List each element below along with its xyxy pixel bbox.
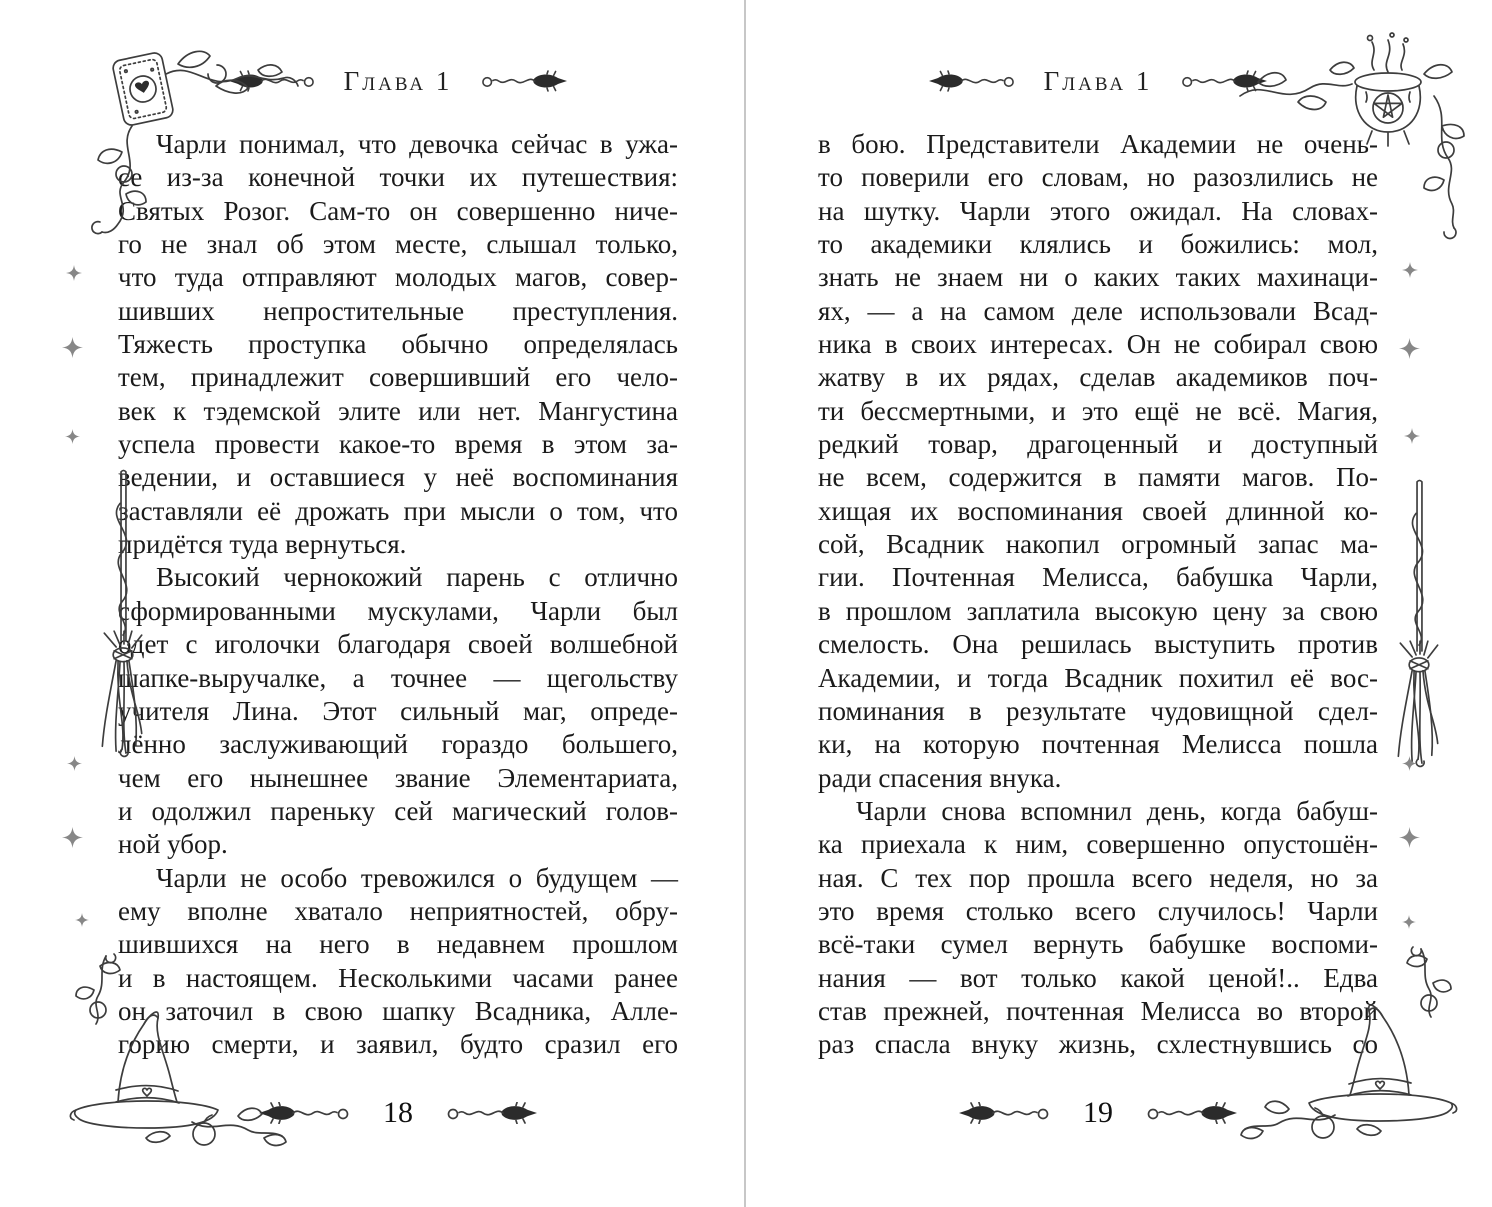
- broom-flourish-icon: [929, 70, 1024, 92]
- text-line: то поверили его словам, но разозлились не: [818, 162, 1378, 193]
- chapter-title: Глава 1: [343, 65, 453, 96]
- text-line: жатву в их рядах, сделав академиков поч-: [818, 362, 1378, 393]
- text-line: ка приехала к ним, совершенно опустошён-: [818, 829, 1378, 860]
- text-line: ведении, и оставшиеся у неё воспоминания: [118, 462, 678, 493]
- text-line: то академики клялись и божились: мол,: [818, 229, 1378, 260]
- broom-icon: [92, 466, 154, 761]
- text-line: ной убор.: [118, 829, 228, 860]
- text-line: сой, Всадник накопил огромный запас ма-: [818, 529, 1378, 560]
- four-point-sparkle-icon: [67, 756, 82, 771]
- four-point-sparkle-icon: [1402, 756, 1417, 771]
- text-line: лённо заслуживающий гораздо большего,: [118, 729, 678, 760]
- text-line: смелость. Она решилась выступить против: [818, 629, 1378, 660]
- text-line: ему вполне хватало неприятностей, обру-: [118, 895, 678, 926]
- four-point-sparkle-icon: [65, 429, 80, 444]
- text-line: Чарли не особо тревожился о будущем —: [156, 862, 678, 893]
- page-divider: [744, 0, 746, 1207]
- text-line: раз спасла внуку жизнь, схлестнувшись со: [818, 1029, 1378, 1060]
- text-line: гии. Почтенная Мелисса, бабушка Чарли,: [818, 562, 1378, 593]
- text-line: го не знал об этом месте, слышал только,: [118, 229, 678, 260]
- text-line: придётся туда вернуться.: [118, 529, 407, 560]
- witch-hat-vine-icon: [1235, 945, 1485, 1155]
- four-point-sparkle-icon: [62, 827, 83, 848]
- text-line: се из-за конечной точки их путешествия:: [118, 162, 678, 193]
- text-line: он заточил в свою шапку Всадника, Алле-: [118, 995, 678, 1026]
- text-line: не всем, содержится в памяти магов. По-: [818, 462, 1378, 493]
- spellbook-vine-icon: [48, 34, 303, 244]
- page-text-column: [118, 128, 678, 1062]
- text-line: на шутку. Чарли этого ожидал. На словах-: [818, 195, 1378, 226]
- text-line: ная. С тех пор прошла всего неделя, но за: [818, 862, 1378, 893]
- broom-flourish-icon: [1137, 1102, 1237, 1124]
- four-point-sparkle-icon: [1402, 915, 1416, 929]
- text-line: редкий товар, драгоценный и доступный: [818, 429, 1378, 460]
- text-line: это время столько всего случилось! Чарли: [818, 895, 1378, 926]
- text-line: хищая их воспоминания своей длинной ко-: [818, 495, 1378, 526]
- text-line: и одолжил пареньку сей магический голов-: [118, 795, 678, 826]
- chapter-title: Глава 1: [1043, 65, 1153, 96]
- text-line: ки, на которую почтенная Мелисса пошла: [818, 729, 1378, 760]
- text-line: шапке-выручалке, а точнее — щегольству: [118, 662, 678, 693]
- page-number: 18: [383, 1096, 413, 1129]
- text-line: Тяжесть проступка обычно определялась: [118, 329, 678, 360]
- text-line: знать не знаем ни о каких таких махинаци-: [818, 262, 1378, 293]
- text-line: горию смерти, и заявил, будто сразил его: [118, 1029, 678, 1060]
- text-line: что туда отправляют молодых магов, совер-: [118, 262, 678, 293]
- text-line: став прежней, почтенная Мелисса во второй: [818, 995, 1378, 1026]
- text-line: шивших непростительные преступления.: [118, 295, 678, 326]
- text-line: ти бессмертными, и это ещё не всё. Магия,: [818, 395, 1378, 426]
- cauldron-vine-icon: [1238, 30, 1468, 255]
- four-point-sparkle-icon: [1402, 262, 1418, 278]
- text-line: успела провести какое-то время в этом за-: [118, 429, 678, 460]
- witch-hat-vine-icon: [42, 952, 292, 1162]
- four-point-sparkle-icon: [1399, 827, 1420, 848]
- text-line: шившихся на него в недавнем прошлом: [118, 929, 678, 960]
- text-line: ника в своих интересах. Он не собирал свою: [818, 329, 1378, 360]
- text-line: Чарли снова вспомнил день, когда бабуш-: [856, 795, 1378, 826]
- text-line: одет с иголочки благодаря своей волшебной: [118, 629, 678, 660]
- four-point-sparkle-icon: [75, 913, 89, 927]
- four-point-sparkle-icon: [1404, 428, 1420, 444]
- text-line: заставляли её дрожать при мысли о том, что: [118, 495, 678, 526]
- broom-flourish-icon: [472, 70, 567, 92]
- page-number: 19: [1083, 1096, 1113, 1129]
- text-line: век к тэдемской элите или нет. Мангустина: [118, 395, 678, 426]
- text-line: ях, — а на самом деле использовали Всад-: [818, 295, 1378, 326]
- text-line: тем, принадлежит совершивший его чело-: [118, 362, 678, 393]
- four-point-sparkle-icon: [62, 337, 83, 358]
- page-text-column: [818, 128, 1378, 1062]
- four-point-sparkle-icon: [66, 265, 82, 281]
- text-line: Святых Розог. Сам-то он совершенно ниче-: [118, 195, 678, 226]
- text-line: сформированными мускулами, Чарли был: [118, 595, 678, 626]
- broom-icon: [1388, 476, 1450, 771]
- text-line: нания — вот только какой ценой!.. Едва: [818, 962, 1378, 993]
- text-line: Академии, и тогда Всадник похитил её вос-: [818, 662, 1378, 693]
- four-point-sparkle-icon: [1399, 338, 1420, 359]
- text-line: ради спасения внука.: [818, 762, 1062, 793]
- text-line: и в настоящем. Несколькими часами ранее: [118, 962, 678, 993]
- text-line: в прошлом заплатила высокую цену за свою: [818, 595, 1378, 626]
- text-line: в бою. Представители Академии не очень-: [818, 129, 1378, 159]
- text-line: Высокий чернокожий парень с отлично: [156, 562, 678, 593]
- broom-flourish-icon: [437, 1102, 537, 1124]
- text-line: всё-таки сумел вернуть бабушке воспоми-: [818, 929, 1378, 960]
- text-line: чем его нынешнее звание Элементариата,: [118, 762, 678, 793]
- text-line: поминания в результате чудовищной сдел-: [818, 695, 1378, 726]
- text-line: учителя Лина. Этот сильный маг, опреде-: [118, 695, 678, 726]
- broom-flourish-icon: [959, 1102, 1059, 1124]
- text-line: Чарли понимал, что девочка сейчас в ужа-: [156, 129, 678, 159]
